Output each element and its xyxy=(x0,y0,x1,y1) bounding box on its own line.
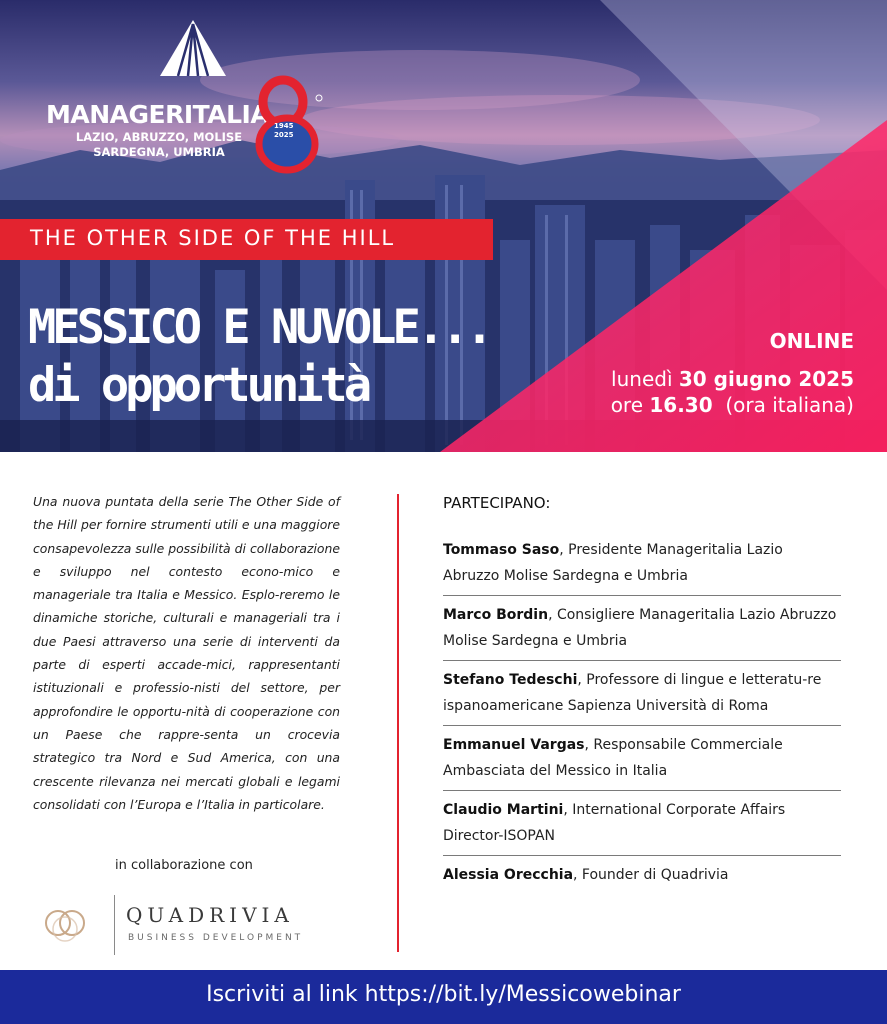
participants-list xyxy=(443,533,841,894)
participant-role: , Responsabile Commerciale Ambasciata del Messico in Italia xyxy=(443,737,783,779)
participant-role: , International Corporate Affairs Director-ISOPAN xyxy=(443,802,786,844)
partner-tagline: BUSINESS DEVELOPMENT xyxy=(128,933,304,943)
participant-item xyxy=(443,791,841,856)
event-date xyxy=(611,366,854,392)
participant-name: Stefano Tedeschi xyxy=(443,672,578,688)
collaboration-label: in collaborazione con xyxy=(115,858,253,873)
hero-banner xyxy=(0,0,887,452)
participant-item xyxy=(443,596,841,661)
partner-name: QUADRIVIA xyxy=(126,903,294,927)
logo-years xyxy=(274,122,293,140)
logo-region-line1: LAZIO, ABRUZZO, MOLISE xyxy=(75,130,243,144)
anniversary-80-icon xyxy=(235,66,325,176)
participant-role: , Professore di lingue e letteratu-re ispanoamericane Sapienza Università di Roma xyxy=(443,672,822,714)
event-date-value: 30 giugno 2025 xyxy=(678,367,854,391)
participant-name: Tommaso Saso xyxy=(443,542,560,558)
participants-heading: PARTECIPANO: xyxy=(443,494,551,512)
participant-role: , Consigliere Manageritalia Lazio Abruzzo Molise Sardegna e Umbria xyxy=(443,607,837,649)
logo-name: MANAGERITALIA xyxy=(46,100,270,129)
logo-year-to: 2025 xyxy=(274,131,294,139)
participant-name: Emmanuel Vargas xyxy=(443,737,585,753)
event-title-line1: MESSICO E NUVOLE... xyxy=(28,300,490,355)
event-mode: ONLINE xyxy=(769,329,854,353)
event-description: Una nuova puntata della serie The Other Side of the Hill per fornire strumenti utili e una maggiore consapevolezza sulle possibilità di collaborazione e sviluppo nel contesto econo-mico e manageriale tra Italia e Messico. Esplo-reremo le dinamiche storiche, culturali e manageriali tra i due Paesi attraverso una serie di interventi da parte di esperti accade-mici, rappresentanti istituzionali e professio-nisti del settore, per approfondire le opportu-nità di cooperazione con un Paese che rappre-senta un crocevia strategico tra Nord e Sud America, con una crescente rilevanza nei mercati globali e legami consolidati con l’Europa e l’Italia in particolare. xyxy=(33,494,340,812)
participant-name: Alessia Orecchia xyxy=(443,867,574,883)
participant-item xyxy=(443,726,841,791)
registration-link[interactable]: Iscriviti al link https://bit.ly/Messicowebinar xyxy=(206,982,681,1007)
quadrivia-logo xyxy=(38,895,338,955)
logo-year-from: 1945 xyxy=(274,122,294,130)
event-title-line2: di opportunità xyxy=(28,358,369,413)
participant-item xyxy=(443,533,841,596)
event-time-value: 16.30 xyxy=(649,393,713,417)
logo-region-line2: SARDEGNA, UMBRIA xyxy=(93,145,225,159)
participant-name: Claudio Martini xyxy=(443,802,564,818)
event-time-suffix: (ora italiana) xyxy=(712,393,854,417)
registration-footer xyxy=(0,970,887,1024)
pyramid-icon xyxy=(158,18,228,78)
manageritalia-logo xyxy=(40,18,330,168)
event-info xyxy=(611,328,854,418)
partner-divider xyxy=(114,895,115,955)
participant-role: , Founder di Quadrivia xyxy=(573,867,729,883)
participant-name: Marco Bordin xyxy=(443,607,549,623)
participant-role: , Presidente Manageritalia Lazio Abruzzo Molise Sardegna e Umbria xyxy=(443,542,783,584)
participant-item xyxy=(443,856,841,894)
series-title: THE OTHER SIDE OF THE HILL xyxy=(30,226,396,250)
quadrivia-rings-icon xyxy=(38,903,98,943)
event-time xyxy=(611,392,854,418)
column-divider xyxy=(397,494,399,952)
event-time-prefix: ore xyxy=(610,393,650,417)
event-date-prefix: lunedì xyxy=(611,367,679,391)
participant-item xyxy=(443,661,841,726)
logo-region xyxy=(54,130,264,160)
